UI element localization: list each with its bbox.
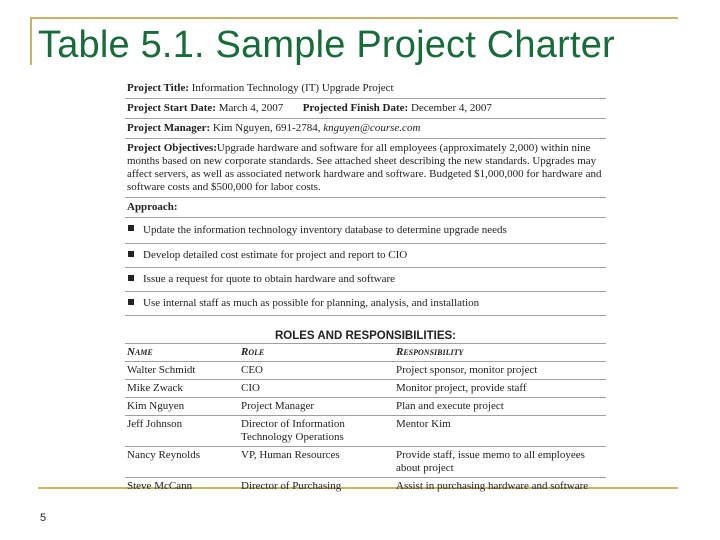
project-objectives-label: Project Objectives: [127, 142, 217, 154]
project-objectives-row [125, 139, 606, 198]
project-charter-table [125, 79, 606, 495]
project-dates-row [125, 99, 606, 119]
role-title: Project Manager [241, 400, 314, 412]
project-objectives-value: Upgrade hardware and software for all employees (approximately 2,000) within nine months based on new corporate standards. See attached sheet describing the new standards. Upgrades may affect servers, as well as associated network hardware and software. Budgeted $1,000,000 for hardware and software costs and $500,000 for labor costs. [127, 142, 602, 193]
role-title: CEO [241, 364, 263, 376]
approach-label: Approach: [127, 201, 178, 213]
bullet-icon [128, 275, 134, 281]
role-name: Walter Schmidt [127, 364, 196, 376]
table-row [125, 380, 606, 398]
table-row [125, 416, 606, 447]
finish-date-value: December 4, 2007 [410, 102, 492, 114]
table-row [125, 362, 606, 380]
role-responsibility: Mentor Kim [396, 418, 451, 430]
role-title: VP, Human Resources [241, 449, 340, 461]
role-title: Director of Purchasing [241, 480, 342, 492]
role-responsibility: Plan and execute project [396, 400, 504, 412]
name-column-header: Name [127, 346, 153, 358]
project-title-label: Project Title: [127, 82, 190, 94]
approach-heading-row [125, 198, 606, 218]
project-title-value: Information Technology (IT) Upgrade Project [191, 82, 394, 94]
project-manager-row [125, 119, 606, 139]
approach-item [125, 244, 606, 268]
responsibility-column-header: Responsibility [396, 346, 464, 358]
project-manager-value: Kim Nguyen, 691-2784, [212, 122, 321, 134]
project-title-row [125, 79, 606, 99]
role-title: CIO [241, 382, 260, 394]
finish-date-label: Projected Finish Date: [302, 102, 409, 114]
start-date-value: March 4, 2007 [218, 102, 284, 114]
role-name: Mike Zwack [127, 382, 183, 394]
start-date-label: Project Start Date: [127, 102, 216, 114]
role-responsibility: Monitor project, provide staff [396, 382, 527, 394]
table-row [125, 447, 606, 478]
approach-item-text: Develop detailed cost estimate for project and report to CIO [143, 249, 408, 261]
approach-item-text: Update the information technology inventory database to determine upgrade needs [143, 224, 507, 236]
approach-item [125, 292, 606, 316]
approach-item-text: Use internal staff as much as possible for planning, analysis, and installation [143, 297, 480, 309]
bullet-icon [128, 299, 134, 305]
approach-item [125, 218, 606, 244]
slide-title: Table 5.1. Sample Project Charter [38, 24, 615, 66]
roles-heading: ROLES AND RESPONSIBILITIES: [125, 316, 606, 344]
role-responsibility: Provide staff, issue memo to all employees about project [396, 449, 585, 474]
role-responsibility: Assist in purchasing hardware and software [396, 480, 589, 492]
role-name: Nancy Reynolds [127, 449, 201, 461]
bullet-icon [128, 251, 134, 257]
role-responsibility: Project sponsor, monitor project [396, 364, 538, 376]
left-accent-line [30, 17, 32, 65]
roles-header-row [125, 344, 606, 362]
role-title: Director of Information Technology Operations [241, 418, 345, 443]
bullet-icon [128, 225, 134, 231]
approach-item [125, 268, 606, 292]
page-number: 5 [40, 512, 47, 524]
role-column-header: Role [241, 346, 265, 358]
project-manager-label: Project Manager: [127, 122, 211, 134]
top-accent-line [30, 17, 678, 19]
approach-item-text: Issue a request for quote to obtain hardware and software [143, 273, 395, 285]
role-name: Steve McCann [127, 480, 193, 492]
role-name: Kim Nguyen [127, 400, 185, 412]
project-manager-email: knguyen@course.com [323, 122, 421, 134]
role-name: Jeff Johnson [127, 418, 183, 430]
table-row [125, 478, 606, 495]
table-row [125, 398, 606, 416]
